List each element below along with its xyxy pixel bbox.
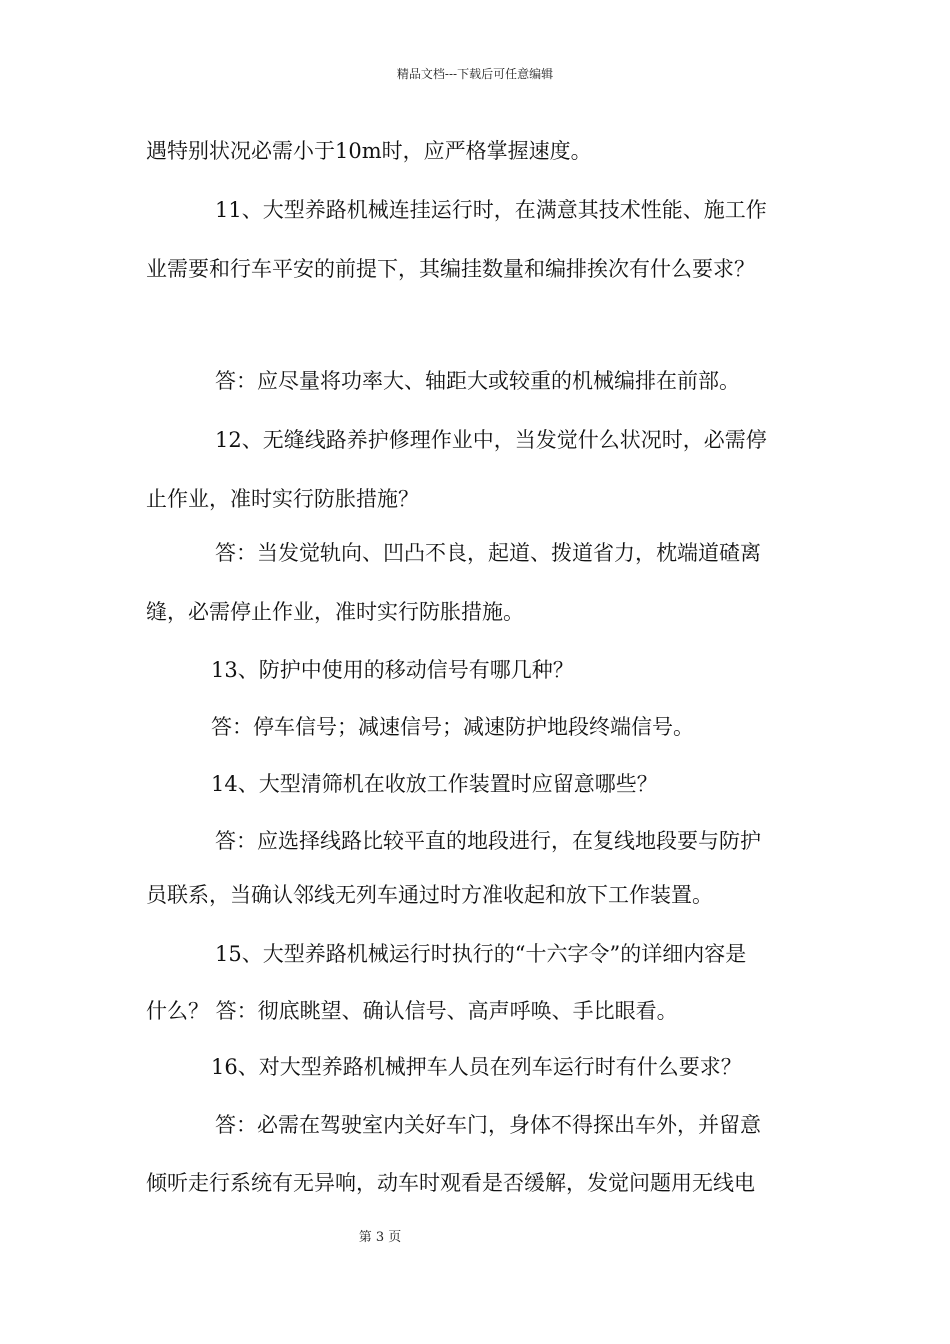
question-13: 13、防护中使用的移动信号有哪几种？: [211, 658, 574, 682]
answer-12: 答：当发觉轨向、凹凸不良，起道、拨道省力，枕端道碴离: [215, 541, 761, 565]
question-12: 12、无缝线路养护修理作业中，当发觉什么状况时，必需停: [215, 428, 767, 452]
question-16: 16、对大型养路机械押车人员在列车运行时有什么要求？: [211, 1055, 742, 1079]
question-11: 11、大型养路机械连挂运行时，在满意其技术性能、施工作: [215, 198, 767, 222]
text-line: 员联系，当确认邻线无列车通过时方准收起和放下工作装置。: [146, 883, 713, 907]
page-header: 精品文档---下载后可任意编辑: [396, 67, 554, 81]
text-line: 缝，必需停止作业，准时实行防胀措施。: [146, 600, 524, 624]
answer-14: 答：应选择线路比较平直的地段进行，在复线地段要与防护: [215, 829, 761, 853]
question-15: 15、大型养路机械运行时执行的“十六字令”的详细内容是: [215, 942, 747, 966]
text-line: 倾听走行系统有无异响，动车时观看是否缓解，发觉问题用无线电: [146, 1171, 755, 1195]
answer-16: 答：必需在驾驶室内关好车门，身体不得探出车外，并留意: [215, 1113, 761, 1137]
text-line: 止作业，准时实行防胀措施？: [146, 487, 419, 511]
answer-13: 答：停车信号；减速信号；减速防护地段终端信号。: [211, 715, 694, 739]
text-line: 什么？ 答：彻底眺望、确认信号、高声呼唤、手比眼看。: [146, 999, 678, 1023]
text-line: 业需要和行车平安的前提下，其编挂数量和编排挨次有什么要求？: [146, 257, 755, 281]
question-14: 14、大型清筛机在收放工作装置时应留意哪些？: [211, 772, 658, 796]
text-line: 遇特别状况必需小于10m时，应严格掌握速度。: [146, 139, 592, 163]
answer-11: 答：应尽量将功率大、轴距大或较重的机械编排在前部。: [215, 369, 740, 393]
page-number: 第 3 页: [358, 1230, 402, 1245]
